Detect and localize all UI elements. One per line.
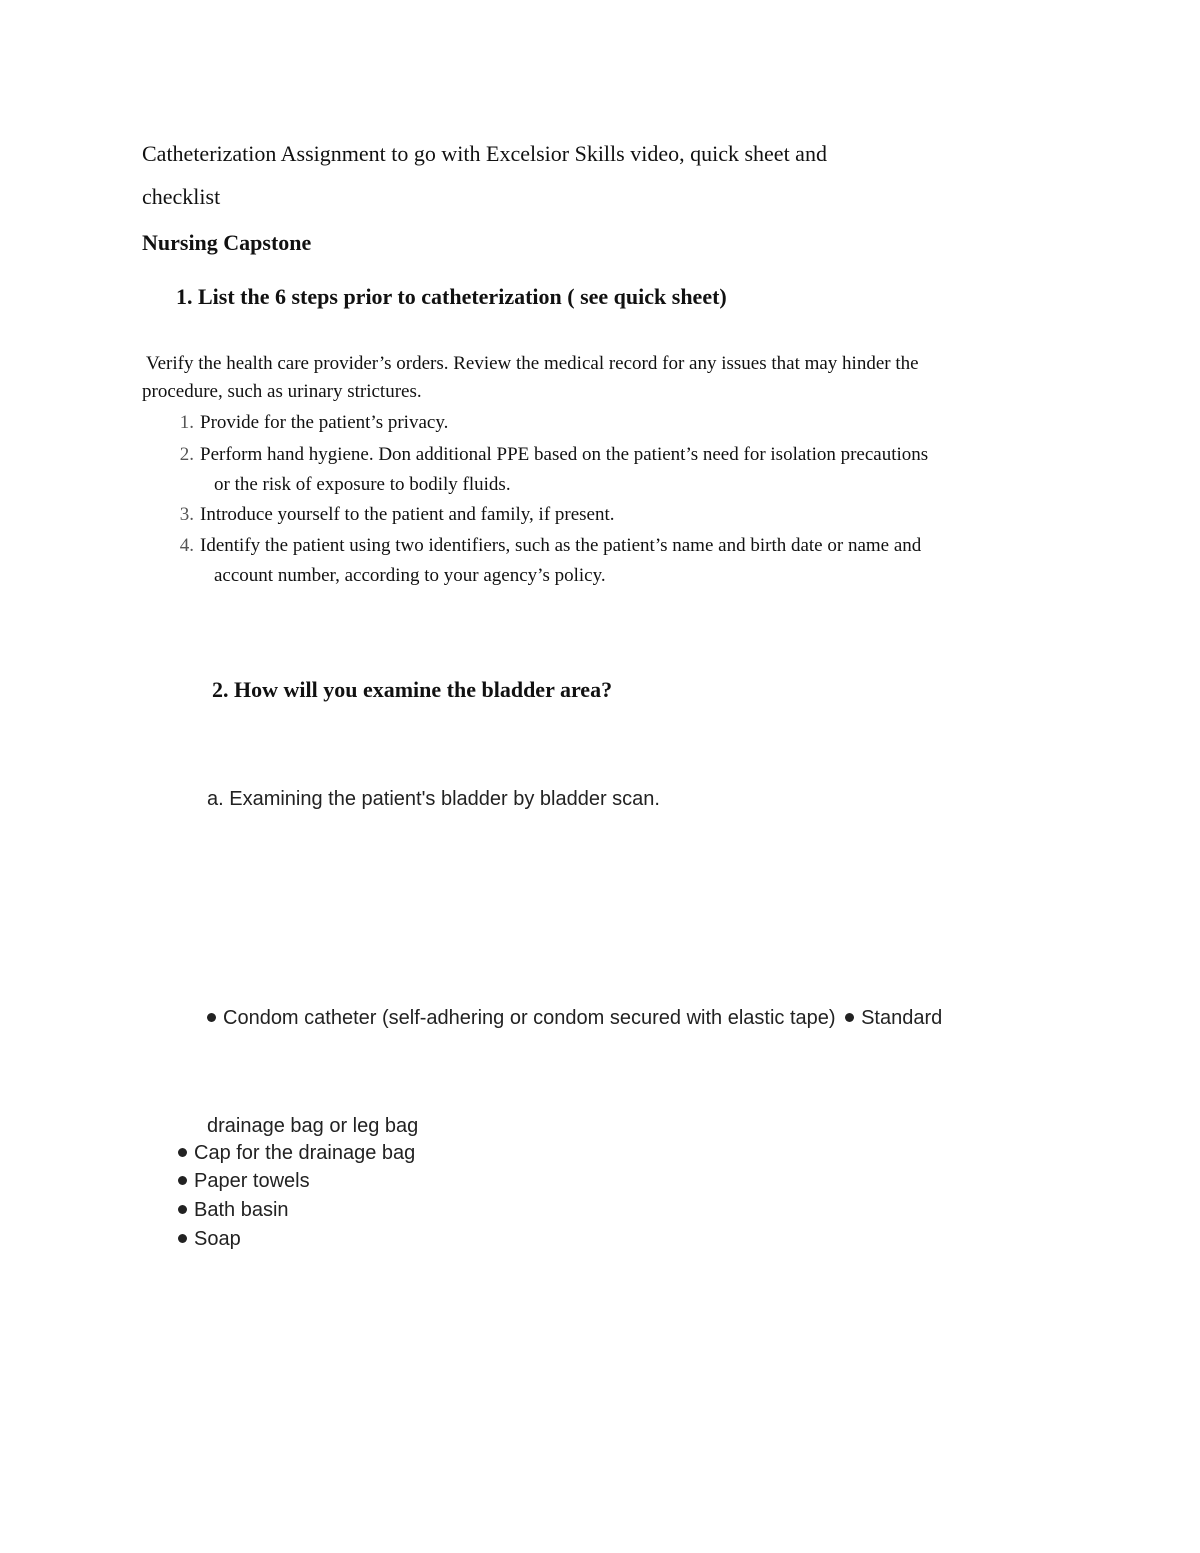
bullet-icon	[178, 1176, 187, 1185]
equipment-item	[178, 1228, 241, 1251]
equipment-item	[207, 1007, 942, 1030]
bullet-icon	[845, 1013, 854, 1022]
bullet-icon	[178, 1205, 187, 1214]
step-text: Identify the patient using two identifiers, such as the patient’s name and birth date or name and	[200, 535, 922, 556]
step-text-continued: account number, according to your agency’s policy.	[214, 565, 606, 586]
step-item	[172, 412, 448, 434]
document-title-line-1: Catheterization Assignment to go with Excelsior Skills video, quick sheet and	[142, 141, 827, 166]
equipment-item	[178, 1170, 310, 1193]
step-text: Provide for the patient’s privacy.	[200, 412, 449, 433]
equipment-text: Soap	[194, 1228, 241, 1250]
equipment-item	[178, 1199, 289, 1222]
bullet-icon	[178, 1148, 187, 1157]
document-title-line-2: checklist	[142, 184, 221, 209]
step-number: 3.	[179, 504, 194, 525]
step-number: 2.	[179, 444, 194, 465]
step-item	[172, 444, 928, 466]
step-text: Perform hand hygiene. Don additional PPE based on the patient’s need for isolation precautions	[200, 444, 929, 465]
question-2-answer: a. Examining the patient's bladder by bladder scan.	[207, 788, 660, 810]
equipment-text: Standard	[861, 1007, 943, 1029]
equipment-item	[178, 1142, 415, 1165]
equipment-text: Bath basin	[194, 1199, 289, 1221]
bullet-icon	[178, 1234, 187, 1243]
step-item	[172, 535, 921, 557]
question-1-intro-line-1: Verify the health care provider’s orders. Review the medical record for any issues that may hinder the	[146, 353, 919, 374]
question-2-heading: 2. How will you examine the bladder area?	[212, 677, 613, 702]
equipment-text: Cap for the drainage bag	[194, 1142, 416, 1164]
step-text-continued: or the risk of exposure to bodily fluids.	[214, 474, 511, 495]
step-number: 1.	[179, 412, 194, 433]
step-number: 4.	[179, 535, 194, 556]
question-1-intro-line-2: procedure, such as urinary strictures.	[142, 381, 422, 402]
equipment-text-continued: drainage bag or leg bag	[207, 1115, 419, 1137]
equipment-text: Condom catheter (self-adhering or condom secured with elastic tape)	[223, 1007, 836, 1029]
bullet-icon	[207, 1013, 216, 1022]
step-text: Introduce yourself to the patient and family, if present.	[200, 504, 615, 525]
question-1-heading: 1. List the 6 steps prior to catheterization ( see quick sheet)	[176, 284, 727, 309]
step-item	[172, 504, 615, 526]
equipment-text: Paper towels	[194, 1170, 310, 1192]
course-name: Nursing Capstone	[142, 230, 312, 255]
